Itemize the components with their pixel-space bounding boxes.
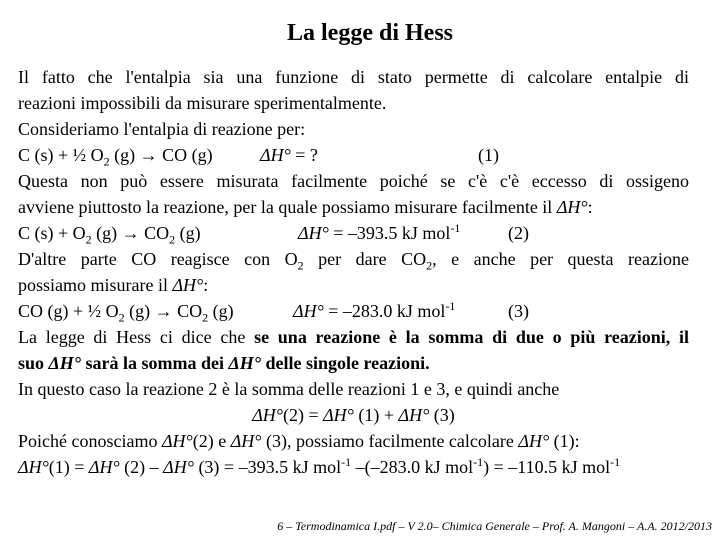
eq3-delta-h: ΔH° (293, 301, 324, 321)
hess-line-2: suo ΔH° sarà la somma dei ΔH° delle singole reazioni. (18, 353, 430, 373)
intro-line-1: Il fatto che l'entalpia sia una funzione di stato permette di calcolare entalpie di (18, 67, 689, 87)
footer: 6 – Termodinamica I.pdf – V 2.0– Chimica Generale – Prof. A. Mangoni – A.A. 2012/2013 (277, 519, 712, 533)
final-line-2: ΔH°(1) = ΔH° (2) – ΔH° (3) = –393.5 kJ mol$^{-1}$ –(–283.0 kJ mol$^{-1}$) = –110.5 kJ mol$^{-1}$ (18, 455, 621, 477)
equation-3: CO (g) + ½ $O_2$ $(g) \to CO_2$ (g) ΔH° = –283.0 kJ mol$^{-1}$ (3) (18, 299, 529, 325)
consider-line: Consideriamo l'entalpia di reazione per: (18, 119, 306, 139)
eq2-delta-h: ΔH° (298, 223, 329, 243)
case-line: In questo caso la reazione 2 è la somma delle reazioni 1 e 3, e quindi anche (18, 379, 560, 399)
hess-line-1: La legge di Hess ci dice che se una reazione è la somma di due o più reazioni, il (18, 327, 689, 347)
eq1-number: (1) (478, 145, 499, 165)
eq3-number: (3) (508, 301, 529, 321)
intro-line-2: reazioni impossibili da misurare sperimentalmente. (18, 93, 387, 113)
slide-body (18, 64, 689, 480)
final-line-1: Poiché conosciamo ΔH°(2) e ΔH° (3), possiamo facilmente calcolare ΔH° (1): (18, 431, 580, 451)
sum-equation: ΔH°(2) = ΔH° (1) + ΔH° (3) (252, 405, 455, 425)
eq1-delta-h: ΔH° (260, 145, 291, 165)
eq1-lhs: C (s) + ½ O (18, 145, 104, 165)
para3-line-2: possiamo misurare il ΔH°: (18, 275, 209, 295)
equation-2: C $(s) + O_2$ $(g) \to CO_2$ (g) ΔH° = –393.5 kJ mol$^{-1}$ (2) (18, 221, 529, 247)
eq2-number: (2) (508, 223, 529, 243)
para3-line-1: D'altre parte CO reagisce con $O_2$ per dare $CO_2$, e anche per questa reazione (18, 249, 689, 273)
para2-line-1: Questa non può essere misurata facilmente poiché se c'è c'è eccesso di ossigeno (18, 171, 689, 191)
equation-1: C (s) + ½ $O_2$ (g) → CO (g) ΔH° = ? (1) (18, 142, 689, 168)
page-title: La legge di Hess (287, 20, 453, 46)
para2-line-2: avviene piuttosto la reazione, per la quale possiamo misurare facilmente il ΔH°: (18, 197, 593, 217)
